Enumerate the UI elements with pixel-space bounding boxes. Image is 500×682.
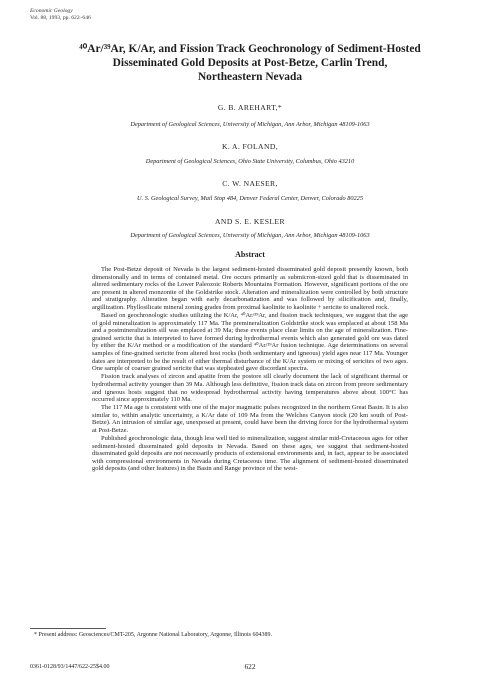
abstract-heading: Abstract	[235, 250, 265, 259]
volume-info: Vol. 88, 1993, pp. 622–646	[30, 15, 91, 21]
abstract-paragraph: Fission track analyses of zircon and apatite from the postore sill clearly document the lack of significant thermal or hydrothermal activity younger than 39 Ma. Although less definitive, fission track data on zircon from preore sedimentary and igneous hosts suggest that no widespread hydrothermal activity having temperatures above about 100°C has occurred since approximately 110 Ma.	[92, 373, 408, 404]
article-code: 0361-0128/93/1447/622-25$4.00	[30, 664, 110, 670]
page-number: 622	[244, 662, 256, 671]
abstract-paragraph: Based on geochronologic studies utilizing the K/Ar, ⁴⁰Ar/³⁹Ar, and fission track techniques, we suggest that the age of gold mineralization is approximately 117 Ma. The premineralization Goldstrike stock was emplaced at about 158 Ma and a postmineralization sill was emplaced at 39 Ma; these events place clear limits on the age of mineralization. Fine-grained sericite that is interpreted to have formed during hydrothermal events which also generated gold ore was dated by either the K/Ar method or a modification of the standard ⁴⁰Ar/³⁹Ar fusion technique. Age determinations on several samples of fine-grained sericite from altered host rocks (both sedimentary and igneous) yield ages near 117 Ma. Younger dates are interpreted to be the result of either thermal disturbance of the K/Ar system or mixing of sericites of two ages. One sample of coarser grained sericite that was stepheated gave discordant spectra.	[92, 312, 408, 373]
author-name: AND S. E. KESLER	[215, 217, 285, 226]
abstract-paragraph: The 117 Ma age is consistent with one of the major magmatic pulses recognized in the northern Great Basin. It is also similar to, within analytic uncertainty, a K/Ar date of 109 Ma from the Welches Canyon stock (20 km south of Post-Betze). An intrusion of similar age, unexposed at present, could have been the driving force for the hydrothermal system at Post-Betze.	[92, 404, 408, 434]
author-name: C. W. NAESER,	[222, 179, 278, 188]
author-affiliation: Department of Geological Sciences, Ohio State University, Columbus, Ohio 43210	[145, 158, 355, 165]
journal-name: Economic Geology	[30, 8, 73, 14]
author-name: G. B. AREHART,*	[217, 103, 283, 112]
author-affiliation: Department of Geological Sciences, University of Michigan, Ann Arbor, Michigan 48109-1063	[130, 232, 370, 239]
title-line-3: Northeastern Nevada	[197, 71, 303, 83]
footnote-divider	[30, 628, 106, 629]
article-title	[34, 42, 466, 84]
title-line-2: Disseminated Gold Deposits at Post-Betze, Carlin Trend,	[112, 57, 388, 69]
author-affiliation: Department of Geological Sciences, University of Michigan, Ann Arbor, Michigan 48109-1063	[130, 121, 370, 128]
footnote: * Present address: Geosciences/CMT-205, Argonne National Laboratory, Argonne, Illinois 604389.	[34, 632, 272, 638]
author-name: K. A. FOLAND,	[221, 142, 279, 151]
abstract-paragraph: Published geochronologic data, though less well tied to mineralization, suggest similar mid-Cretaceous ages for other sediment-hosted disseminated gold deposits in Nevada. Based on these ages, we suggest that sediment-hosted disseminated gold deposits are not necessarily products of extensional environments and, in fact, appear to be associated with compressional environments in Nevada during Cretaceous time. The alignment of sediment-hosted disseminated gold deposits (and other features) in the Basin and Range province of the west-	[92, 435, 408, 473]
journal-masthead	[30, 8, 91, 22]
abstract-paragraph: The Post-Betze deposit of Nevada is the largest sediment-hosted disseminated gold deposit presently known, both dimensionally and in terms of contained metal. Ore occurs primarily as submicron-sized gold that is disseminated in altered sedimentary rocks of the Lower Paleozoic Roberts Mountains Formation. However, significant portions of the ore are present in altered monzonite of the Goldstrike stock. Alteration and mineralization were controlled by both structure and stratigraphy. Alteration began with early decarbonatization and was followed by silicification and, finally, argillization. Phyllosilicate mineral zoning grades from proximal kaolinite to kaolinite + sericite to unaltered rock.	[92, 266, 408, 311]
abstract-body	[92, 266, 408, 474]
author-affiliation: U. S. Geological Survey, Mail Stop 484, Denver Federal Center, Denver, Colorado 80225	[137, 195, 363, 202]
title-line-1: ⁴⁰Ar/³⁹Ar, K/Ar, and Fission Track Geochronology of Sediment-Hosted	[79, 43, 421, 55]
